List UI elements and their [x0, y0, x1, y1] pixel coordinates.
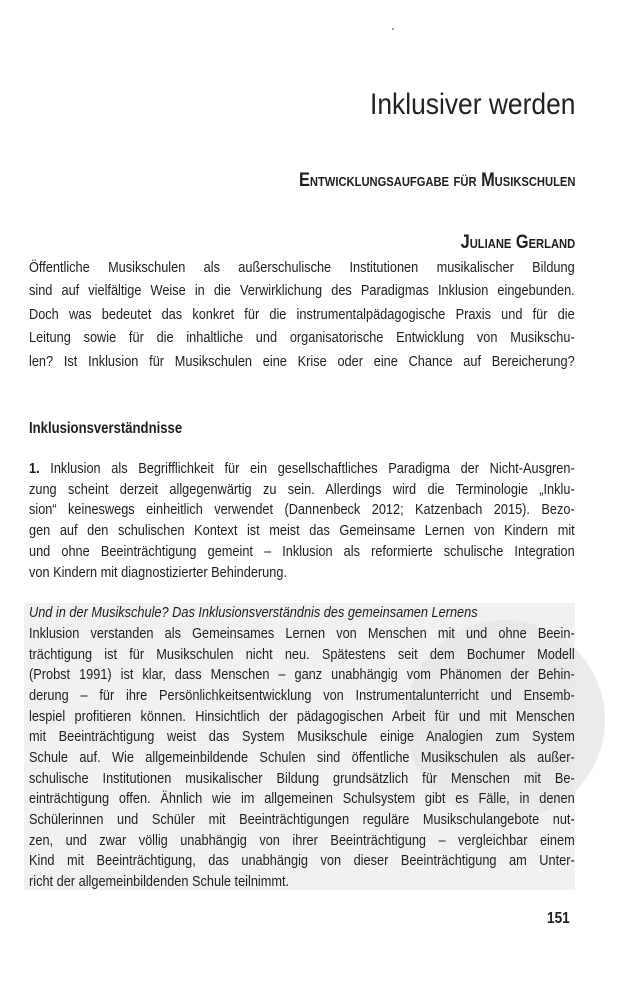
intro-line: sind auf vielfältige Weise in die Verwirklichung des Paradigmas Inklusion eingebunden. [29, 282, 575, 299]
paragraph-line: von Kindern mit diagnostizierter Behinderung. [29, 564, 287, 581]
paragraph-line: gen auf den schulischen Kontext ist meist das Gemeinsame Lernen von Kindern mit [29, 522, 575, 539]
intro-line: Öffentliche Musikschulen als außerschulische Institutionen musikalischer Bildung [29, 259, 575, 276]
section-heading: Inklusionsverständnisse [29, 420, 183, 437]
paragraph-line: sion“ keineswegs einheitlich verwendet (Dannenbeck 2012; Katzenbach 2015). Bezo- [29, 501, 575, 518]
paragraph-line [29, 460, 575, 478]
paragraph-line: mit Beeinträchtigung weist das System Musikschule einige Analogien zum System [29, 728, 575, 745]
article-author: Juliane Gerland [460, 232, 575, 253]
paragraph-line: Kind mit Beeinträchtigung, das unabhängig von dieser Beeinträchtigung am Unter- [29, 852, 575, 869]
paragraph-line: lespiel profitieren können. Hinsichtlich der pädagogischen Arbeit für und mit Menschen [29, 708, 575, 725]
paragraph-line: richt der allgemeinbildenden Schule teilnimmt. [29, 873, 290, 890]
paragraph-line: einträchtigung offen. Ähnlich wie im allgemeinen Schulsystem gibt es Fälle, in denen [29, 790, 575, 807]
scan-speck [392, 28, 394, 30]
intro-line: Leitung sowie für die inhaltliche und organisatorische Entwicklung von Musikschu- [29, 329, 575, 346]
intro-line: Doch was bedeutet das konkret für die instrumentalpädagogische Praxis und für die [29, 306, 575, 323]
paragraph-line: zen, und zwar völlig unabhängig von ihrer Beeinträchtigung – vergleichbar einem [29, 832, 575, 849]
paragraph-line: derung – für ihre Persönlichkeitsentwicklung von Instrumentalunterricht und Ensemb- [29, 687, 575, 704]
paragraph-line: trächtigung ist für Musikschulen nicht neu. Spätestens seit dem Bochumer Modell [29, 646, 575, 663]
article-title: Inklusiver werden [369, 88, 575, 121]
paragraph-line: und ohne Beeinträchtigung gemeint – Inklusion als reformierte schulische Integration [29, 543, 575, 560]
article-subtitle: Entwicklungsaufgabe für Musikschulen [298, 170, 575, 191]
page-number: 151 [547, 910, 570, 927]
paragraph-line-text: Inklusion als Begrifflichkeit für ein gesellschaftliches Paradigma der Nicht-Ausgren- [50, 460, 575, 477]
intro-line: len? Ist Inklusion für Musikschulen eine Krise oder eine Chance auf Bereicherung? [29, 353, 575, 370]
paragraph-line: schulische Institutionen musikalischer Bildung grundsätzlich für Menschen mit Be- [29, 770, 575, 787]
paragraph-line: (Probst 1991) ist klar, dass Menschen – ganz unabhängig vom Phänomen der Behin- [29, 666, 575, 683]
paragraph-line: Inklusion verstanden als Gemeinsames Lernen von Menschen mit und ohne Beein- [29, 625, 575, 642]
paragraph-subheading: Und in der Musikschule? Das Inklusionsverständnis des gemeinsamen Lernens [29, 604, 478, 621]
paragraph-line: zung scheint derzeit allgegenwärtig zu sein. Allerdings wird die Terminologie „Inklu- [29, 481, 575, 498]
paragraph-number: 1. [29, 460, 40, 477]
paragraph-line: Schülerinnen und Schüler mit Beeinträchtigungen reguläre Musikschulangebote nut- [29, 811, 575, 828]
paragraph-line: Schule auf. Wie allgemeinbildende Schulen sind öffentliche Musikschulen als außer- [29, 749, 575, 766]
